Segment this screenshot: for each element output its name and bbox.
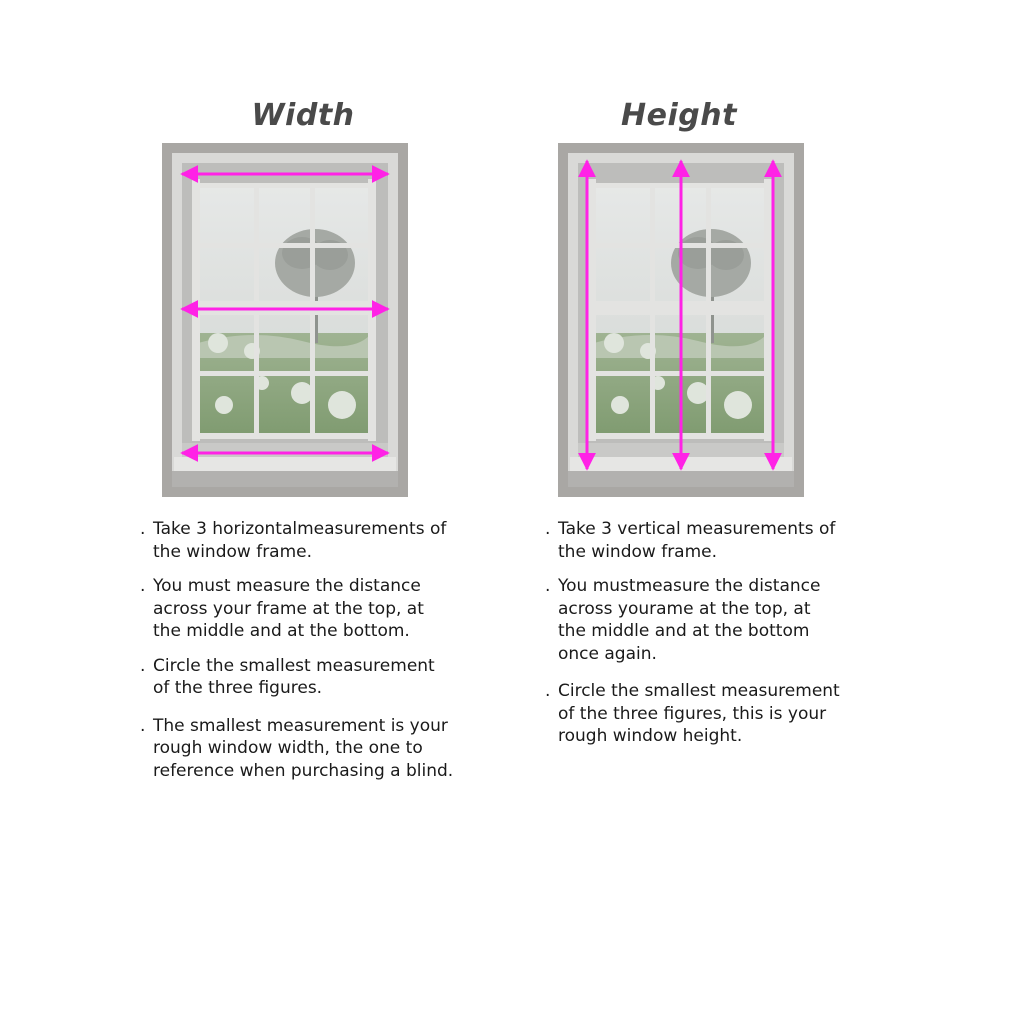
- width-window-illustration: [162, 143, 408, 497]
- width-step: . You must measure the distance across your frame at the top, at the middle and at the bottom.: [140, 576, 424, 641]
- width-step: . Circle the smallest measurement of the three figures.: [140, 655, 435, 698]
- width-title: Width: [251, 98, 355, 133]
- height-window-illustration: [558, 143, 804, 497]
- height-title: Height: [621, 98, 737, 133]
- height-step: . Circle the smallest measurement of the three figures, this is your rough window height.: [545, 681, 840, 746]
- height-instructions: [545, 518, 895, 748]
- height-step: . Take 3 vertical measurements of the window frame.: [545, 519, 836, 562]
- width-instructions: [140, 518, 490, 782]
- height-step: . You mustmeasure the distance across yourame at the top, at the middle and at the bottom once again.: [545, 576, 821, 664]
- width-step: . Take 3 horizontalmeasurements of the window frame.: [140, 519, 447, 562]
- width-step: . The smallest measurement is your rough window width, the one to reference when purchasing a blind.: [140, 715, 454, 781]
